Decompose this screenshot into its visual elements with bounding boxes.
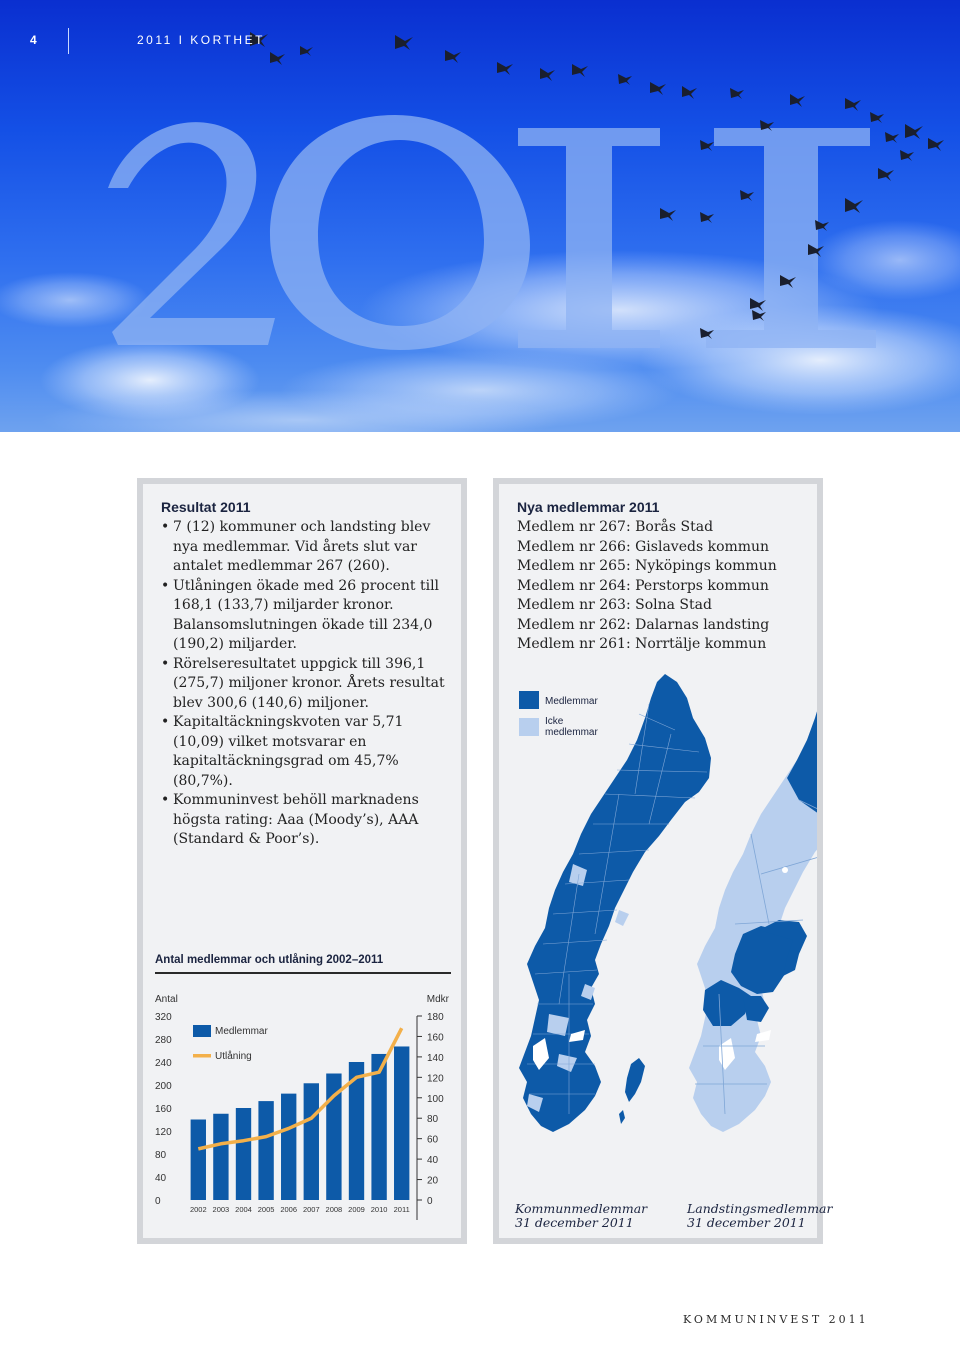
- x-tick-label: 2007: [302, 1205, 320, 1214]
- new-members-list: [517, 518, 817, 655]
- right-tick-label: 140: [427, 1052, 444, 1064]
- list-item: Medlem nr 262: Dalarnas landsting: [517, 616, 770, 633]
- new-members-panel: [493, 478, 833, 1244]
- x-tick-label: 2009: [348, 1205, 365, 1214]
- sweden-maps: [499, 674, 817, 1194]
- x-axis-ticks: [190, 1205, 410, 1214]
- right-axis-ticks: [417, 1012, 444, 1207]
- municipal-map-caption: Kommunmedlemmar 31 december 2011: [515, 1201, 648, 1230]
- result-item: • Kommuninvest behöll marknadens högsta rating: Aaa (Moody’s), AAA (Standard & Poor’s).: [161, 791, 451, 850]
- legend-label-members: Medlemmar: [215, 1026, 268, 1037]
- hero-banner: [0, 0, 960, 432]
- bar-2011: [394, 1046, 409, 1200]
- left-tick-label: 0: [155, 1196, 161, 1207]
- legend-label-lending: Utlåning: [215, 1051, 252, 1062]
- list-item: Medlem nr 265: Nyköpings kommun: [517, 558, 777, 574]
- members-lending-chart: [143, 980, 461, 1230]
- page-number: 4: [30, 33, 38, 47]
- right-tick-label: 100: [427, 1093, 444, 1105]
- left-tick-label: 320: [155, 1012, 172, 1023]
- left-tick-label: 160: [155, 1104, 172, 1115]
- county-map-caption: Landstingsmedlemmar 31 december 2011: [687, 1201, 833, 1230]
- result-item: • Utlåningen ökade med 26 procent till 168,1 (133,7) miljarder kronor. Balansomslutningen ökade till 234,0 (190,2) miljarder.: [161, 577, 451, 655]
- x-tick-label: 2008: [325, 1205, 343, 1214]
- x-tick-label: 2006: [280, 1205, 298, 1214]
- x-tick-label: 2005: [257, 1205, 275, 1214]
- bar-2006: [281, 1094, 296, 1200]
- x-tick-label: 2003: [212, 1205, 230, 1214]
- chart-legend: [193, 1025, 268, 1062]
- right-tick-label: 60: [427, 1134, 439, 1146]
- right-tick-label: 160: [427, 1032, 444, 1044]
- right-tick-label: 20: [427, 1175, 439, 1187]
- bar-2002: [191, 1120, 206, 1201]
- bar-2005: [258, 1101, 273, 1200]
- x-tick-label: 2002: [189, 1205, 207, 1214]
- left-tick-label: 200: [155, 1081, 172, 1092]
- left-axis-ticks: [155, 1012, 172, 1207]
- x-tick-label: 2010: [370, 1205, 388, 1214]
- right-tick-label: 180: [427, 1012, 444, 1023]
- municipal-map-sweden: [519, 674, 711, 1132]
- result-item: • 7 (12) kommuner och landsting blev nya medlemmar. Vid årets slut var antalet medlemmar 267 (260).: [161, 518, 451, 577]
- left-axis-label: Antal: [155, 994, 178, 1005]
- x-tick-label: 2011: [393, 1205, 410, 1214]
- x-tick-label: 2004: [235, 1205, 252, 1214]
- chart-title: Antal medlemmar och utlåning 2002–2011: [155, 954, 384, 966]
- section-title: 2011 I KORTHET: [137, 33, 265, 47]
- right-tick-label: 40: [427, 1155, 439, 1167]
- list-item: Medlem nr 266: Gislaveds kommun: [517, 538, 770, 555]
- list-item: Medlem nr 263: Solna Stad: [517, 597, 712, 613]
- results-heading: Resultat 2011: [161, 499, 251, 515]
- result-item: • Kapitaltäckningskvoten var 5,71 (10,09) vilket motsvarar en kapitaltäckningsgrad om 45,7% (80,7%).: [161, 713, 451, 791]
- left-tick-label: 40: [155, 1173, 167, 1184]
- new-members-heading: Nya medlemmar 2011: [517, 499, 660, 515]
- list-item: Medlem nr 261: Norrtälje kommun: [517, 636, 767, 652]
- lending-line: [198, 1028, 401, 1149]
- results-panel: [137, 478, 467, 1244]
- bar-2010: [371, 1054, 386, 1200]
- bar-2007: [304, 1083, 319, 1200]
- result-item: • Rörelseresultatet uppgick till 396,1 (275,7) miljoner kronor. Årets resultat blev 300,6 (140,6) miljoner.: [161, 655, 451, 714]
- bar-2003: [213, 1114, 228, 1200]
- left-tick-label: 120: [155, 1127, 172, 1138]
- left-tick-label: 240: [155, 1058, 172, 1069]
- bar-2004: [236, 1108, 251, 1200]
- legend-swatch-lending: [193, 1054, 211, 1058]
- right-axis-label: Mdkr: [426, 994, 449, 1005]
- municipal-map: [519, 674, 711, 1132]
- legend-swatch-members: [193, 1025, 211, 1037]
- county-lake-marker: [782, 867, 788, 873]
- list-item: Medlem nr 264: Perstorps kommun: [517, 577, 769, 594]
- footer-brand: KOMMUNINVEST 2011: [683, 1313, 869, 1326]
- chart-title-rule: [155, 972, 451, 974]
- header-divider: [68, 28, 69, 54]
- right-tick-label: 0: [427, 1196, 433, 1207]
- left-tick-label: 280: [155, 1035, 172, 1046]
- left-tick-label: 80: [155, 1150, 167, 1161]
- map-legend-nonmember-label: Icke medlemmar: [545, 716, 598, 738]
- right-tick-label: 80: [427, 1114, 439, 1126]
- municipal-map-gotland: [625, 1058, 645, 1102]
- map-legend-member-label: Medlemmar: [545, 696, 598, 707]
- list-item: Medlem nr 267: Borås Stad: [517, 519, 714, 535]
- sky-background: [0, 0, 960, 432]
- right-tick-label: 120: [427, 1073, 444, 1085]
- results-list: [161, 518, 451, 850]
- county-map-sweden: [689, 674, 817, 1132]
